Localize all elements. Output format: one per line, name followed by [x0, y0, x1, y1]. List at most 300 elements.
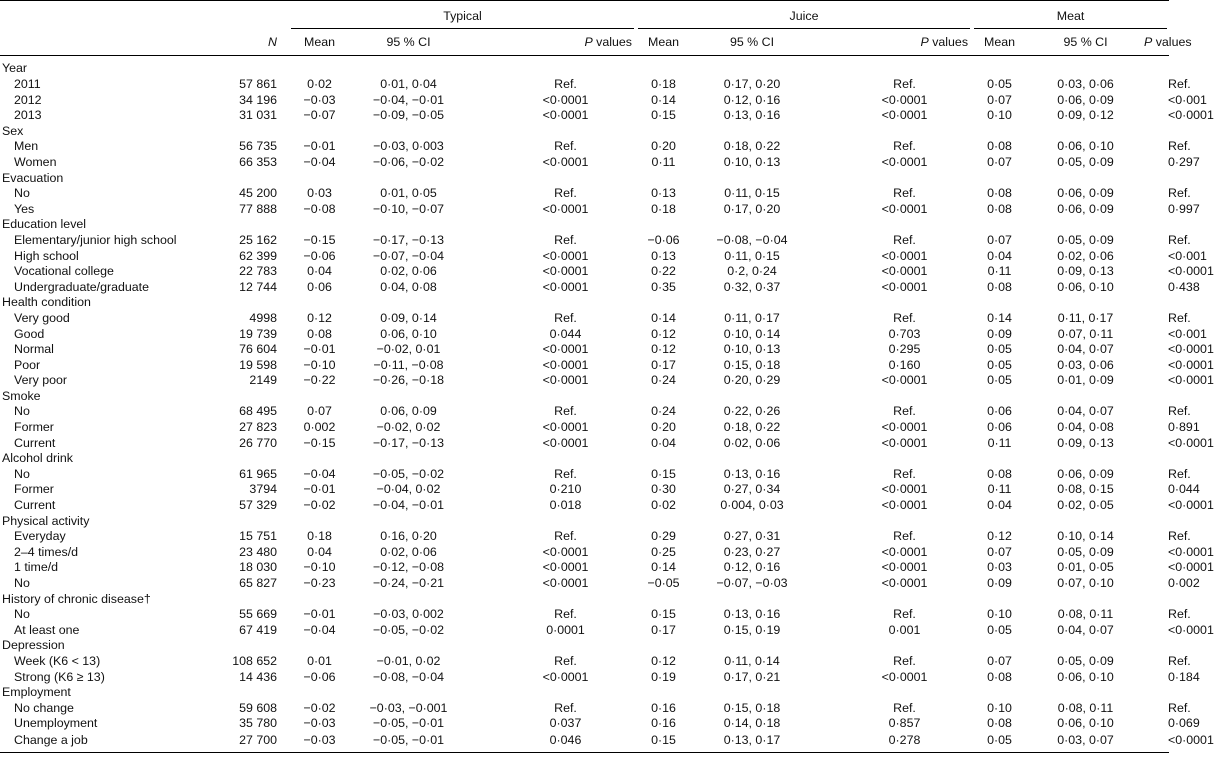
cell-meat-ci: 0·05, 0·09	[1057, 653, 1114, 668]
cell-juice-ci: 0·14, 0·18	[723, 716, 781, 731]
table-row	[0, 249, 1169, 265]
table-row	[0, 654, 1169, 670]
cell-typical-p: Ref.	[554, 232, 577, 247]
category-label: Health condition	[2, 295, 91, 310]
category-filler	[222, 451, 1169, 467]
cell-typical-ci: 0·01, 0·04	[380, 77, 437, 91]
cell-n: 18 030	[239, 560, 277, 575]
table-row	[0, 202, 1169, 218]
cell-juice-p: Ref.	[893, 186, 916, 201]
cell-n: 35 780	[239, 716, 277, 731]
cell-typical-mean: −0·01	[303, 342, 336, 357]
cell-juice-p: Ref.	[893, 139, 916, 154]
cell-typical-ci: −0·08, −0·04	[373, 669, 444, 684]
category-label: Education level	[2, 217, 87, 232]
cell-typical-p: <0·0001	[542, 248, 589, 263]
cell-typical-p: <0·0001	[542, 576, 589, 590]
category-row	[0, 124, 1169, 140]
cell-juice-mean: 0·14	[651, 310, 676, 325]
cell-typical-mean: −0·03	[303, 92, 336, 107]
row-label: Undergraduate/graduate	[14, 279, 150, 294]
column-header-ci-meat: 95 % CI	[1063, 35, 1108, 49]
cell-typical-p: Ref.	[554, 139, 577, 154]
cell-meat-ci: 0·07, 0·10	[1057, 576, 1114, 590]
cell-meat-ci: 0·03, 0·07	[1057, 732, 1114, 747]
cell-juice-ci: 0·32, 0·37	[723, 279, 781, 294]
cell-n: 57 861	[239, 77, 277, 91]
cell-juice-mean: 0·14	[651, 560, 676, 575]
cell-juice-mean: 0·04	[651, 435, 676, 450]
cell-typical-p: <0·0001	[542, 357, 589, 372]
cell-juice-p: 0·703	[888, 326, 921, 341]
cell-meat-mean: 0·07	[987, 544, 1012, 559]
header-blank	[0, 1, 222, 30]
category-row	[0, 638, 1169, 654]
cell-juice-ci: 0·15, 0·18	[723, 700, 781, 715]
category-label: Sex	[2, 123, 24, 138]
category-label: Year	[2, 60, 28, 75]
cell-juice-p: <0·0001	[881, 248, 928, 263]
cell-n: 65 827	[239, 576, 277, 590]
cell-n: 45 200	[239, 186, 277, 201]
cell-typical-mean: −0·15	[303, 232, 336, 247]
cell-meat-ci: 0·06, 0·09	[1057, 201, 1114, 216]
row-label: Vocational college	[14, 264, 114, 279]
cell-n: 77 888	[239, 201, 277, 216]
cell-meat-mean: 0·08	[987, 279, 1012, 294]
cell-meat-mean: 0·10	[987, 108, 1012, 123]
cell-juice-p: <0·0001	[881, 264, 928, 279]
cell-juice-ci: 0·20, 0·29	[723, 373, 781, 388]
cell-n: 108 652	[232, 653, 277, 668]
cell-juice-ci: 0·12, 0·16	[723, 92, 781, 107]
table-row	[0, 732, 1169, 753]
cell-typical-p: Ref.	[554, 186, 577, 201]
cell-typical-mean: −0·01	[303, 139, 336, 154]
cell-meat-ci: 0·09, 0·13	[1057, 435, 1114, 450]
cell-meat-mean: 0·07	[987, 92, 1012, 107]
cell-meat-mean: 0·11	[987, 264, 1012, 279]
cell-typical-mean: −0·06	[303, 248, 336, 263]
cell-typical-p: Ref.	[554, 404, 577, 419]
cell-typical-mean: −0·04	[303, 154, 336, 169]
cell-n: 68 495	[239, 404, 277, 419]
cell-typical-mean: −0·23	[303, 576, 336, 590]
cell-typical-mean: −0·03	[303, 716, 336, 731]
cell-typical-mean: −0·08	[303, 201, 336, 216]
cell-typical-mean: −0·10	[303, 560, 336, 575]
cell-juice-ci: 0·13, 0·17	[723, 732, 781, 747]
category-filler	[222, 56, 1169, 78]
cell-typical-ci: −0·04, 0·02	[376, 482, 441, 497]
row-label: Women	[14, 154, 57, 169]
category-filler	[222, 171, 1169, 187]
cell-juice-ci: 0·27, 0·34	[723, 482, 781, 497]
header-blank	[222, 1, 289, 30]
cell-juice-p: Ref.	[893, 466, 916, 481]
cell-meat-p: Ref.	[1168, 529, 1191, 544]
cell-juice-mean: 0·15	[651, 607, 676, 622]
cell-typical-ci: −0·04, −0·01	[373, 92, 444, 107]
row-label: No	[14, 466, 30, 481]
cell-n: 31 031	[239, 108, 277, 123]
cell-juice-mean: 0·20	[651, 139, 676, 154]
cell-meat-p: <0·0001	[1168, 622, 1214, 637]
cell-meat-mean: 0·12	[987, 529, 1012, 544]
cell-juice-mean: 0·22	[651, 264, 676, 279]
group-label: Juice	[789, 9, 819, 23]
category-label: Evacuation	[2, 170, 64, 185]
cell-meat-mean: 0·08	[987, 186, 1012, 201]
cell-typical-ci: −0·09, −0·05	[373, 108, 444, 123]
cell-typical-ci: −0·17, −0·13	[373, 435, 444, 450]
cell-meat-mean: 0·09	[987, 326, 1012, 341]
cell-typical-mean: 0·04	[307, 544, 332, 559]
cell-meat-ci: 0·09, 0·12	[1057, 108, 1114, 123]
cell-meat-ci: 0·06, 0·09	[1057, 466, 1114, 481]
row-label: Current	[14, 498, 56, 513]
cell-juice-mean: 0·29	[651, 529, 676, 544]
cell-typical-ci: 0·06, 0·09	[380, 404, 437, 419]
cell-typical-ci: 0·06, 0·10	[380, 326, 437, 341]
cell-meat-ci: 0·03, 0·06	[1057, 357, 1114, 372]
table-row	[0, 576, 1169, 592]
table-row	[0, 420, 1169, 436]
cell-juice-ci: 0·22, 0·26	[723, 404, 781, 419]
category-filler	[222, 685, 1169, 701]
cell-juice-ci: 0·004, 0·03	[720, 498, 784, 513]
row-label: Good	[14, 326, 45, 341]
cell-juice-p: <0·0001	[881, 373, 928, 388]
cell-meat-mean: 0·08	[987, 139, 1012, 154]
cell-juice-ci: 0·11, 0·15	[724, 186, 780, 201]
cell-n: 76 604	[239, 342, 277, 357]
cell-meat-ci: 0·06, 0·10	[1057, 716, 1114, 731]
table-row	[0, 77, 1169, 93]
cell-juice-ci: 0·12, 0·16	[723, 560, 781, 575]
table-row	[0, 311, 1169, 327]
category-row	[0, 171, 1169, 187]
cell-n: 19 739	[239, 326, 277, 341]
cell-juice-mean: −0·05	[647, 576, 680, 590]
cell-typical-p: <0·0001	[542, 154, 589, 169]
cell-n: 12 744	[239, 279, 277, 294]
cell-typical-p: Ref.	[554, 607, 577, 622]
cell-meat-ci: 0·04, 0·08	[1057, 420, 1114, 435]
cell-meat-p: 0·184	[1168, 669, 1200, 684]
cell-juice-mean: 0·24	[651, 404, 676, 419]
header-row-groups	[0, 1, 1169, 30]
cell-meat-p: <0·0001	[1168, 264, 1214, 279]
cell-juice-mean: 0·11	[651, 154, 676, 169]
cell-meat-mean: 0·06	[987, 404, 1012, 419]
cell-typical-mean: −0·02	[303, 700, 336, 715]
cell-typical-p: <0·0001	[542, 373, 589, 388]
cell-meat-p: 0·891	[1168, 420, 1200, 435]
cell-meat-mean: 0·06	[987, 420, 1012, 435]
cell-n: 26 770	[239, 435, 277, 450]
cell-typical-mean: −0·22	[303, 373, 336, 388]
cell-juice-p: <0·0001	[881, 482, 928, 497]
category-filler	[222, 217, 1169, 233]
cell-juice-p: Ref.	[893, 310, 916, 325]
row-label: No change	[14, 700, 74, 715]
cell-typical-p: <0·0001	[542, 108, 589, 123]
cell-typical-p: <0·0001	[542, 279, 589, 294]
cell-n: 27 823	[239, 420, 277, 435]
cell-meat-p: 0·438	[1168, 279, 1200, 294]
cell-juice-p: <0·0001	[881, 560, 928, 575]
group-label: Typical	[443, 9, 482, 23]
cell-n: 56 735	[239, 139, 277, 154]
cell-juice-ci: 0·13, 0·16	[723, 607, 781, 622]
row-label: High school	[14, 248, 79, 263]
cell-meat-mean: 0·09	[987, 576, 1012, 590]
cell-juice-mean: 0·13	[651, 186, 676, 201]
cell-juice-p: <0·0001	[881, 435, 928, 450]
table-row	[0, 108, 1169, 124]
cell-typical-ci: −0·05, −0·02	[373, 466, 444, 481]
cell-meat-p: <0·0001	[1168, 108, 1214, 123]
cell-typical-ci: −0·07, −0·04	[373, 248, 444, 263]
cell-meat-mean: 0·07	[987, 154, 1012, 169]
cell-meat-ci: 0·06, 0·10	[1057, 279, 1114, 294]
cell-typical-p: 0·018	[549, 498, 582, 513]
cell-meat-ci: 0·08, 0·11	[1057, 700, 1114, 715]
cell-meat-p: Ref.	[1168, 232, 1191, 247]
cell-typical-mean: −0·03	[303, 732, 336, 747]
cell-juice-ci: 0·13, 0·16	[723, 108, 781, 123]
column-header-mean-juice: Mean	[648, 35, 679, 49]
cell-juice-p: <0·0001	[881, 154, 928, 169]
cell-typical-p: 0·037	[549, 716, 582, 731]
table-row	[0, 139, 1169, 155]
cell-juice-mean: 0·17	[651, 357, 676, 372]
row-label: Change a job	[14, 732, 88, 747]
category-row	[0, 451, 1169, 467]
cell-meat-ci: 0·05, 0·09	[1057, 232, 1114, 247]
row-label: Strong (K6 ≥ 13)	[14, 669, 105, 684]
row-label: No	[14, 607, 30, 622]
cell-juice-p: 0·857	[888, 716, 921, 731]
cell-meat-mean: 0·14	[987, 310, 1012, 325]
cell-n: 14 436	[239, 669, 277, 684]
cell-meat-p: <0·001	[1168, 248, 1207, 263]
cell-n: 55 669	[239, 607, 277, 622]
cell-meat-mean: 0·08	[987, 669, 1012, 684]
cell-meat-p: <0·001	[1168, 326, 1207, 341]
table-row	[0, 701, 1169, 717]
row-label: Poor	[14, 357, 41, 372]
cell-meat-ci: 0·04, 0·07	[1057, 404, 1114, 419]
row-label: Current	[14, 435, 56, 450]
cell-juice-ci: 0·18, 0·22	[723, 420, 781, 435]
cell-juice-p: 0·278	[888, 732, 921, 747]
cell-juice-ci: −0·08, −0·04	[716, 232, 788, 247]
cell-meat-p: <0·001	[1168, 92, 1207, 107]
cell-juice-mean: −0·06	[647, 232, 680, 247]
table-row	[0, 264, 1169, 280]
cell-typical-mean: 0·01	[307, 653, 332, 668]
cell-n: 34 196	[239, 92, 277, 107]
table-row	[0, 482, 1169, 498]
cell-meat-p: <0·0001	[1168, 560, 1214, 575]
table-row	[0, 186, 1169, 202]
category-row	[0, 217, 1169, 233]
cell-juice-mean: 0·35	[651, 279, 676, 294]
cell-meat-p: <0·0001	[1168, 732, 1214, 747]
cell-meat-p: Ref.	[1168, 186, 1191, 201]
cell-typical-mean: −0·01	[303, 482, 336, 497]
cell-meat-mean: 0·05	[987, 342, 1012, 357]
cell-typical-p: Ref.	[554, 77, 577, 91]
row-label: Former	[14, 482, 54, 497]
cell-juice-ci: −0·07, −0·03	[716, 576, 788, 590]
cell-juice-p: 0·160	[888, 357, 921, 372]
cell-meat-ci: 0·01, 0·05	[1057, 560, 1114, 575]
cell-meat-p: 0·997	[1168, 201, 1200, 216]
table-row	[0, 545, 1169, 561]
cell-meat-ci: 0·11, 0·17	[1057, 310, 1114, 325]
cell-meat-ci: 0·06, 0·10	[1057, 139, 1114, 154]
cell-typical-mean: 0·07	[307, 404, 332, 419]
cell-juice-ci: 0·17, 0·20	[723, 201, 781, 216]
cell-meat-ci: 0·02, 0·05	[1057, 498, 1114, 513]
cell-meat-mean: 0·10	[987, 607, 1012, 622]
row-label: At least one	[14, 622, 80, 637]
table-row	[0, 358, 1169, 374]
cell-juice-ci: 0·10, 0·14	[723, 326, 781, 341]
cell-meat-ci: 0·07, 0·11	[1057, 326, 1114, 341]
category-row	[0, 56, 1169, 78]
cell-typical-p: <0·0001	[542, 544, 589, 559]
cell-n: 67 419	[239, 622, 277, 637]
cell-meat-p: Ref.	[1168, 466, 1191, 481]
cell-meat-mean: 0·08	[987, 201, 1012, 216]
cell-typical-p: 0·210	[549, 482, 582, 497]
cell-typical-p: <0·0001	[542, 560, 589, 575]
cell-meat-p: Ref.	[1168, 404, 1191, 419]
cell-juice-mean: 0·13	[651, 248, 676, 263]
cell-typical-mean: 0·04	[307, 264, 332, 279]
row-label: Men	[14, 139, 39, 154]
cell-n: 4998	[249, 310, 277, 325]
cell-meat-mean: 0·05	[987, 732, 1012, 747]
category-filler	[222, 638, 1169, 654]
cell-meat-ci: 0·09, 0·13	[1057, 264, 1114, 279]
cell-meat-mean: 0·08	[987, 716, 1012, 731]
cell-juice-p: <0·0001	[881, 498, 928, 513]
column-header-ci-typical: 95 % CI	[386, 35, 431, 49]
row-label: 1 time/d	[14, 560, 59, 575]
cell-meat-ci: 0·10, 0·14	[1057, 529, 1114, 544]
row-label: 2012	[14, 92, 42, 107]
table-row	[0, 436, 1169, 452]
cell-meat-mean: 0·07	[987, 232, 1012, 247]
group-header-meat	[972, 1, 1169, 30]
cell-juice-mean: 0·17	[651, 622, 676, 637]
cell-juice-ci: 0·02, 0·06	[723, 435, 781, 450]
cell-typical-p: <0·0001	[542, 420, 589, 435]
cell-typical-p: Ref.	[554, 700, 577, 715]
cell-juice-mean: 0·20	[651, 420, 676, 435]
row-label: No	[14, 576, 30, 590]
cell-juice-mean: 0·15	[651, 466, 676, 481]
cell-meat-mean: 0·04	[987, 498, 1012, 513]
cell-juice-mean: 0·14	[651, 92, 676, 107]
cell-typical-p: <0·0001	[542, 342, 589, 357]
row-label: Very poor	[14, 373, 68, 388]
category-filler	[222, 592, 1169, 608]
category-filler	[222, 295, 1169, 311]
category-row	[0, 389, 1169, 405]
table-row	[0, 498, 1169, 514]
cell-typical-mean: 0·002	[303, 420, 336, 435]
column-header-p-juice: P values	[920, 35, 969, 49]
cell-meat-ci: 0·06, 0·09	[1057, 186, 1114, 201]
category-label: Alcohol drink	[2, 451, 73, 466]
cell-typical-p: <0·0001	[542, 201, 589, 216]
cell-typical-p: 0·0001	[546, 622, 585, 637]
cell-typical-ci: −0·03, −0·001	[369, 700, 448, 715]
cell-juice-ci: 0·15, 0·19	[723, 622, 781, 637]
cell-meat-mean: 0·07	[987, 653, 1012, 668]
cell-n: 62 399	[239, 248, 277, 263]
row-label: Week (K6 < 13)	[14, 653, 101, 668]
cell-juice-ci: 0·17, 0·20	[723, 77, 781, 91]
row-label: Everyday	[14, 529, 66, 544]
cell-juice-ci: 0·13, 0·16	[723, 466, 781, 481]
table-row	[0, 373, 1169, 389]
cell-juice-mean: 0·30	[651, 482, 676, 497]
cell-meat-ci: 0·08, 0·15	[1057, 482, 1114, 497]
cell-typical-mean: −0·04	[303, 622, 336, 637]
cell-meat-ci: 0·06, 0·10	[1057, 669, 1114, 684]
table-row	[0, 670, 1169, 686]
category-row	[0, 295, 1169, 311]
category-label: History of chronic disease†	[2, 591, 151, 606]
cell-juice-p: 0·295	[888, 342, 921, 357]
cell-meat-p: 0·002	[1168, 576, 1200, 590]
cell-meat-p: <0·0001	[1168, 498, 1214, 513]
cell-meat-p: <0·0001	[1168, 435, 1214, 450]
cell-typical-p: <0·0001	[542, 92, 589, 107]
cell-juice-ci: 0·27, 0·31	[723, 529, 781, 544]
cell-juice-p: <0·0001	[881, 92, 928, 107]
cell-meat-p: Ref.	[1168, 77, 1191, 91]
cell-juice-mean: 0·02	[651, 498, 676, 513]
table-row	[0, 623, 1169, 639]
cell-meat-ci: 0·02, 0·06	[1057, 248, 1114, 263]
cell-meat-p: 0·044	[1168, 482, 1200, 497]
category-row	[0, 592, 1169, 608]
group-label: Meat	[1056, 9, 1085, 23]
row-label: 2013	[14, 108, 42, 123]
cell-juice-p: <0·0001	[881, 420, 928, 435]
cell-meat-ci: 0·05, 0·09	[1057, 154, 1114, 169]
cell-juice-ci: 0·15, 0·18	[723, 357, 781, 372]
cell-meat-p: Ref.	[1168, 310, 1191, 325]
cell-n: 57 329	[239, 498, 277, 513]
cell-typical-mean: −0·02	[303, 498, 336, 513]
row-label: No	[14, 404, 30, 419]
cell-juice-p: Ref.	[893, 77, 916, 91]
cell-juice-ci: 0·11, 0·17	[724, 310, 780, 325]
cell-typical-mean: 0·02	[307, 77, 332, 91]
cell-typical-p: Ref.	[554, 529, 577, 544]
cell-n: 61 965	[239, 466, 277, 481]
cell-juice-ci: 0·10, 0·13	[723, 154, 781, 169]
